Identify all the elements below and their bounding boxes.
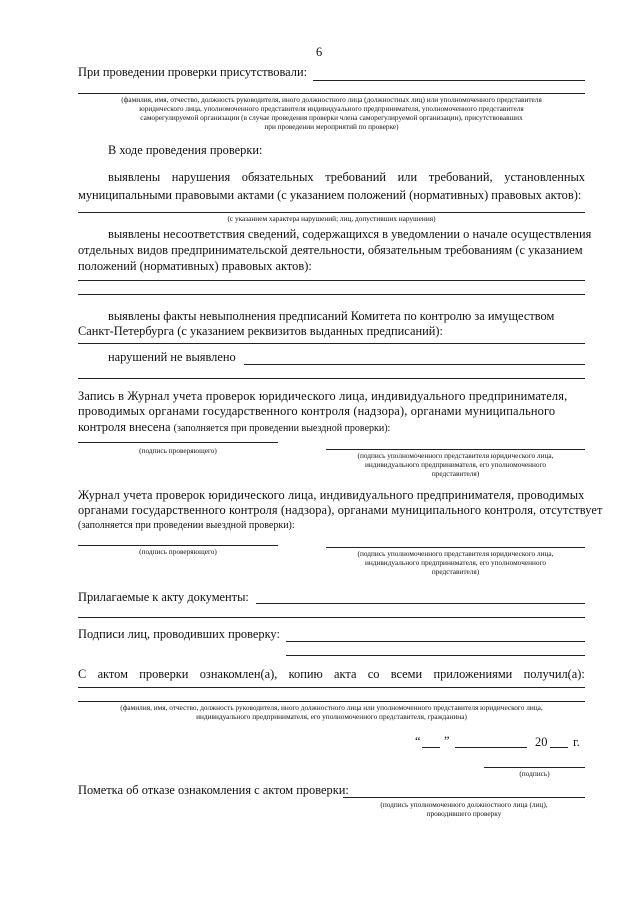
word: получил(а): — [523, 667, 585, 681]
word: всеми — [390, 667, 423, 681]
attached-docs-line-1[interactable] — [256, 603, 585, 604]
date-year-prefix: 20 — [535, 735, 548, 749]
present-caption-2: юридического лица, уполномоченного представителя индивидуального предпринимателя, уполномоченного представителя — [139, 104, 524, 113]
non-fulfillment-fill-line[interactable] — [78, 343, 585, 344]
violations-caption: (с указанием характера нарушений; лиц, допустивших нарушения) — [227, 214, 436, 223]
date-year-line[interactable] — [550, 747, 568, 748]
refusal-caption-2: проводившего проверку — [426, 809, 502, 818]
present-caption-3: саморегулируемой организации (в случае проведения проверки члена саморегулируемой организации), присутствовавших — [140, 113, 523, 122]
word: требований — [325, 170, 387, 184]
signature-line[interactable] — [484, 767, 585, 768]
representative-caption-2-2: индивидуального предпринимателя, его уполномоченного — [364, 558, 547, 567]
refusal-caption-1: (подпись уполномоченного должностного лица (лиц), — [380, 800, 548, 809]
signature-caption: (подпись) — [519, 769, 550, 778]
representative-signature-line[interactable] — [326, 449, 585, 450]
present-caption-1: (фамилия, имя, отчество, должность руководителя, иного должностного лица (должностных лиц) или уполномоченного представителя — [121, 95, 542, 104]
inconsistencies-fill-line-2[interactable] — [78, 294, 585, 295]
attached-docs-label: Прилагаемые к акту документы: — [78, 590, 249, 604]
date-year-suffix: г. — [573, 735, 580, 749]
acquainted-fill-line-1[interactable] — [78, 687, 585, 688]
non-fulfillment-line-2: Санкт-Петербурга (с указанием реквизитов выданных предписаний): — [78, 324, 443, 338]
representative-caption-3: представителя) — [431, 469, 480, 478]
non-fulfillment-line-1: выявлены факты невыполнения предписаний Комитета по контролю за имуществом — [108, 309, 555, 323]
signatures-line-1[interactable] — [286, 641, 585, 642]
violations-fill-line[interactable] — [78, 212, 585, 213]
page-number: 6 — [316, 45, 323, 59]
during-check-heading: В ходе проведения проверки: — [108, 143, 263, 157]
present-label: При проведении проверки присутствовали: — [78, 65, 308, 79]
word: ознакомлен(а), — [199, 667, 278, 681]
no-violations-label: нарушений не выявлено — [108, 350, 236, 364]
word: копию — [288, 667, 323, 681]
journal-entry-line-3 — [78, 420, 390, 436]
inconsistencies-line-1: выявлены несоответствия сведений, содержащихся в уведомлении о начале осуществления — [108, 227, 592, 241]
attached-docs-line-2[interactable] — [78, 617, 585, 618]
date-day-line[interactable] — [422, 747, 440, 748]
acquainted-caption-2: индивидуального предпринимателя, его уполномоченного представителя, гражданина) — [196, 712, 467, 721]
word: выявлены — [108, 170, 161, 184]
inconsistencies-fill-line-1[interactable] — [78, 280, 585, 281]
date-close-quote: ” — [444, 734, 450, 748]
word: С — [78, 667, 87, 681]
present-caption-4: при проведении мероприятий по проверке) — [264, 122, 399, 131]
no-violations-fill-line-1[interactable] — [244, 364, 585, 365]
word: со — [367, 667, 380, 681]
acquainted-fill-line-2[interactable] — [78, 701, 585, 702]
representative-caption-2-3: представителя) — [431, 567, 480, 576]
acquainted-line — [78, 667, 585, 681]
violations-line-2: муниципальными правовыми актами (с указанием положений (нормативных) правовых актов): — [78, 188, 582, 202]
inconsistencies-line-2: отдельных видов предпринимательской деятельности, обязательным требованиям (с указанием — [78, 243, 583, 257]
violations-line-1 — [108, 170, 585, 184]
word: установленных — [504, 170, 585, 184]
present-line-2[interactable] — [78, 93, 585, 94]
journal-absent-note: (заполняется при проведении выездной проверки): — [78, 520, 295, 531]
representative-caption-2: индивидуального предпринимателя, его уполномоченного — [364, 460, 547, 469]
word: нарушения — [171, 170, 231, 184]
inspector-signature-caption: (подпись проверяющего) — [139, 446, 217, 455]
refusal-line[interactable] — [343, 797, 585, 798]
inspector-signature-line-2[interactable] — [78, 545, 278, 546]
journal-entry-text: контроля внесена — [78, 420, 174, 434]
date-open-quote: “ — [415, 734, 421, 748]
representative-caption-1: (подпись уполномоченного представителя юридического лица, — [357, 451, 554, 460]
word: проверки — [139, 667, 189, 681]
no-violations-fill-line-2[interactable] — [78, 378, 585, 379]
word: приложениями — [433, 667, 513, 681]
present-line-1[interactable] — [313, 80, 585, 81]
signatures-line-2[interactable] — [286, 655, 585, 656]
journal-entry-line-2: проводимых органами государственного контроля (надзора), органами муниципального — [78, 404, 556, 418]
word: акта — [334, 667, 357, 681]
representative-caption-2-1: (подпись уполномоченного представителя юридического лица, — [357, 549, 554, 558]
word: обязательных — [241, 170, 314, 184]
signatures-label: Подписи лиц, проводивших проверку: — [78, 627, 280, 641]
date-month-line[interactable] — [455, 747, 527, 748]
journal-entry-line-1: Запись в Журнал учета проверок юридического лица, индивидуального предпринимателя, — [78, 389, 568, 403]
representative-signature-line-2[interactable] — [326, 547, 585, 548]
word: актом — [97, 667, 128, 681]
journal-absent-line-1: Журнал учета проверок юридического лица, индивидуального предпринимателя, проводимых — [78, 488, 585, 502]
word: или — [397, 170, 418, 184]
journal-entry-note: (заполняется при проведении выездной проверки): — [173, 423, 391, 434]
word: требований, — [428, 170, 493, 184]
journal-absent-line-2: органами государственного контроля (надзора), органами муниципального контроля, отсутствует — [78, 503, 603, 517]
inconsistencies-line-3: положений (нормативных) правовых актов): — [78, 259, 312, 273]
inspector-signature-line[interactable] — [78, 442, 278, 443]
inspector-signature-caption-2: (подпись проверяющего) — [139, 547, 217, 556]
acquainted-caption-1: (фамилия, имя, отчество, должность руководителя, иного должностного лица или уполномоченного представителя юридического лица, — [120, 703, 543, 712]
refusal-label: Пометка об отказе ознакомления с актом проверки: — [78, 783, 349, 797]
